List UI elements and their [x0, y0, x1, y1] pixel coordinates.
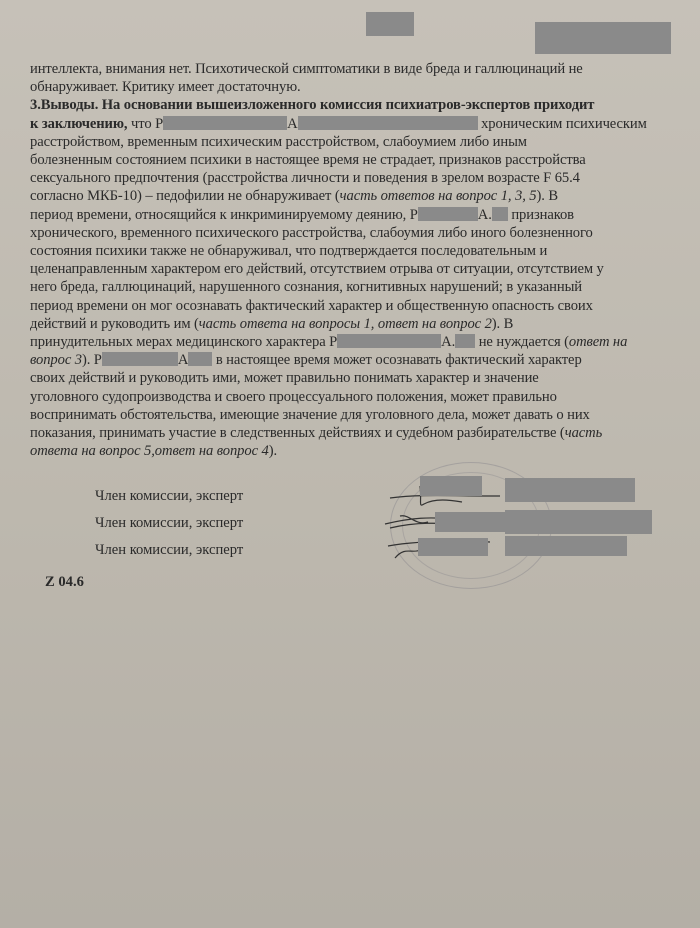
redaction-header-left [366, 12, 414, 36]
signature-label: Член комиссии, эксперт [95, 488, 244, 504]
body-line: болезненным состоянием психики в настоящее время не страдает, признаков расстройства [30, 152, 586, 169]
conclusion-heading: 3.Выводы. На основании вышеизложенного комиссия психиатров-экспертов приходит [30, 97, 595, 114]
body-line: хронического, временного психического расстройства, слабоумия либо иного болезненного [30, 224, 593, 241]
redaction-signature-1 [420, 476, 482, 496]
body-line: показания, принимать участие в следственных действиях и судебном разбирательстве (часть [30, 425, 603, 442]
body-line: расстройством, временным психическим расстройством, слабоумием либо иным [30, 133, 527, 150]
body-line: к заключению, что Р А хроническим психическим [30, 115, 647, 132]
body-line: сексуального предпочтения (расстройства личности и поведения в зрелом возрасте F 65.4 [30, 170, 580, 187]
body-line: своих действий и руководить ими, может правильно понимать характер и значение [30, 370, 539, 387]
body-line: обнаруживает. Критику имеет достаточную. [30, 79, 301, 96]
redaction-header-right [535, 22, 671, 54]
body-line: него бреда, галлюцинаций, нарушенного сознания, когнитивных нарушений; в указанный [30, 279, 582, 296]
redaction-name-1 [505, 478, 635, 502]
body-line: воспринимать обстоятельства, имеющие значение для уголовного дела, может давать о них [30, 406, 590, 423]
redaction-name-3 [505, 536, 627, 556]
body-line: интеллекта, внимания нет. Психотической симптоматики в виде бреда и галлюцинаций не [30, 61, 583, 77]
redaction-signature-3 [418, 538, 488, 556]
body-line: состояния психики также не обнаруживал, что подтверждается последовательным и [30, 243, 548, 260]
body-line: уголовного судопроизводства и своего процессуального положения, может правильно [30, 388, 557, 405]
body-line: действий и руководить им (часть ответа на вопросы 1, ответ на вопрос 2). В [30, 315, 514, 332]
document-body [30, 60, 675, 460]
footer-code: Z 04.6 [45, 574, 84, 590]
body-line: ответа на вопрос 5,ответ на вопрос 4). [30, 443, 277, 460]
body-line: вопрос 3). Р А в настоящее время может осознавать фактический характер [30, 352, 582, 369]
signature-label: Член комиссии, эксперт [95, 542, 244, 558]
redaction-signature-2 [435, 512, 505, 532]
body-line: согласно МКБ-10) – педофилии не обнаруживает (часть ответов на вопрос 1, 3, 5). В [30, 188, 559, 205]
body-line: принудительных мерах медицинского характера Р А. не нуждается (ответ на [30, 334, 628, 351]
body-line: целенаправленным характером его действий, отсутствием отрыва от ситуации, отсутствием у [30, 261, 604, 278]
redaction-name-2 [505, 510, 652, 534]
body-line: период времени, относящийся к инкриминируемому деянию, Р А. признаков [30, 206, 574, 223]
body-line: период времени он мог осознавать фактический характер и общественную опасность своих [30, 297, 593, 314]
signature-label: Член комиссии, эксперт [95, 515, 244, 531]
